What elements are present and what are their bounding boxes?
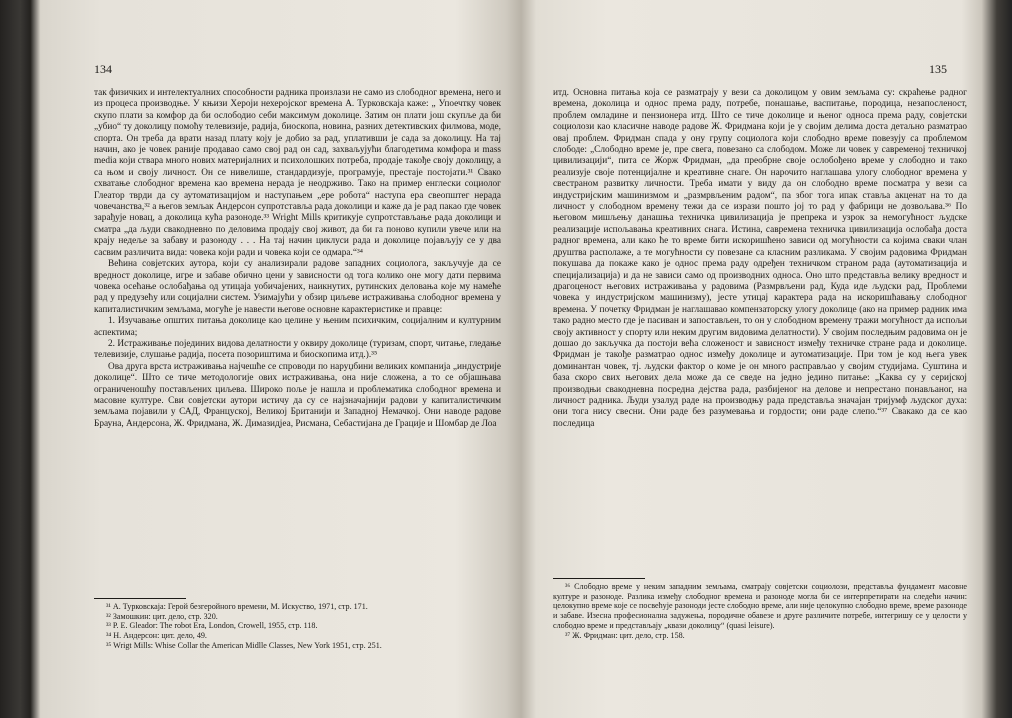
- footnote: ³³ P. E. Gleador: The robot Era, London, Crowell, 1955, стр. 118.: [106, 621, 318, 631]
- footnotes: [94, 598, 501, 651]
- footnote: ³⁶ Слободно време у неким западним земљама, сматрају совјетски социолози, представља фундамент масовне културе и разоноде. Разлика између слободног времена и разоноде могла би се интерпретирати на следећи начин: целокупно време које се посвећује разоноди јесте слободно време, али није целокупно слободно време, време разоноде и забаве. Изесна професионална задужења, породичне обавезе и друге различите потребе, интегришу се у целости у слободно време и представљају „квази доколицу“ (quasi leisure).: [553, 582, 967, 630]
- body-text: [94, 88, 501, 430]
- right-page: [527, 0, 967, 718]
- page-number: 135: [929, 62, 947, 76]
- page-number: 134: [94, 62, 112, 76]
- footnote: ³⁵ Wrigt Mills: Whise Collar the American Midlle Classes, New York 1951, стр. 251.: [106, 640, 382, 650]
- body-text: [553, 88, 967, 430]
- footnote-rule: [553, 578, 645, 579]
- footnote: ³⁷ Ж. Фридман: цит. дело, стр. 158.: [565, 630, 685, 640]
- footnote: ³² Замошкин: цит. дело, стр. 320.: [106, 611, 218, 621]
- list-item: 1. Изучавање општих питања доколице као целине у њеним психичким, социјалним и културним аспектима;: [94, 316, 501, 338]
- footnote: ³⁴ Н. Андерсон: цит. дело, 49.: [106, 631, 207, 641]
- footnote-rule: [94, 598, 186, 599]
- footnotes: [553, 578, 967, 640]
- left-page: [36, 0, 518, 718]
- paragraph: так физичких и интелектуалних способности радника произлази не само из слободног времена, него и из процеса производње. У књизи Хероји нехеројског времена А. Турковскаја каже: „ Упоечтку човек скупо плати за комфор да би ослободио себи максимум доколице. Затим он плати још скупље да би „убио“ ту доколицу помоћу телевизије, радија, биоскопа, новина, разних детективских филмова, моде, спорта. Он треба да врати назад плату коју је добио за рад, уплативши је сада за доколицу. На тај начин, ако је човек раније продавао само свој рад он сад, захваљујући благодетима комфора и mass media који ствара много нових материјалних и психолошких потреба, продаје такође своју доколицу, а са њом и своју личност. Он се нивелише, стандардизује, програмује, престаје постојати.³¹ Свако схватање слободног времена као времена нерада је неодрживо. Тако на пример енглески социолог Глеатор тврди да су аутоматизацијом и наступањем „ере робота“ наступа ера свеопштег нерада човечанства,³² а његов земљак Андерсон супротстављa рада доколици и каже да је рад пакао где човек зарађује новац, а доколица кућа разоноде.³³ Wright Mills критикује супротстављање рада доколици и сматра „да људи свакодневно по деловима продају свој живот, да би га поново купили увече или на крају недеље за забаву и разоноду . . . На тај начин циклуси рада и доколице појављују се у два сасвим различита вида: човека који ради и човека који се одмара.“³⁴: [94, 88, 501, 258]
- footnote: ³¹ А. Турковскаја: Герой безгеройного времени, М. Искуство, 1971, стр. 171.: [106, 602, 368, 611]
- list-item: 2. Истраживање појединих видова делатности у оквиру доколице (туризам, спорт, читање, гледање телевизије, слушање радија, посета позориштима и биоскопима итд.).³⁵: [94, 338, 501, 361]
- paragraph: итд. Основна питања која се разматрају у вези са доколицом у овим земљама су: скраћење радног времена, доколица и однос према раду, потребе, понашање, васпитање, породица, незапосленост, проблем омладине и пензионера итд. Што се тиче доколице и њеног односа према раду, совјетски социолози као класичне наводе радове Ж. Фридмана који је у својим делима доста детаљно разматрао овај проблем. Фридман спада у ону групу социолога који слободно време повезују са проблемом слободе: „Слободно време је, пре свега, повезано са слободом. Може ли човек у савременој техничкој цивилизацији“, пита се Жорж Фридман, „да преобрне своје ослобођено време у слободно и тако реализује своје потенцијалне и креативне снаге. Он нарочито наглашава улогу слободног времена у свестраном развитку личности. Треба имати у виду да он слободно време посматра у вези са индустријским машинизмом и „размрвљеним радом“, па због тога ипак ставља акценат на то да личност у слободном времену тежи да се изрази пошто јој то рад у фабрици не дозвољава.³⁶ По његовом мишљењу данашња техничка цивилизација је препрека и узрок за немогућност људске реализације испољавања креативних снага. Истина, савремена техничка цивилизација ослобађа доста радног времена, али како ће то време бити искоришћено зависи од могућности са којима сваки члан друштва располаже, а те могућности су повезане са класним разликама. У својим радовима Фридман покушава да покаже како је однос према раду одређен техничком страном рада (аутоматизација и специјализација) и да не зависи само од производних односа. Оно што представља велику вредност и драгоценост његових истраживања у радовима (Размрвљени рад, Куда иде људски рад, Проблеми човека у индустријском машинизму), јесте утицај карактера рада на искоришћавању слободног времена. У почетку Фридман је наглашавао компензаторску улогу доколице (ако на пример радник има тако радно место где је пасиван и запостављен, то он у слободном времену тражи могућност да испољи своју активност у спорту или неким другим видовима делатности). У својим последњим радовима он је дошао до закључка да постоји већа сложеност и зависност између техничке стране рада и доколице. Фридман је такође разматрао однос између доколице и аутоматизације. При том је код њега увек доминантан човек, тј. људски фактор о коме је он много расправљао у својим студијама. Суштина и база скоро свих његових дела може да се сведе на једно једино питање: „Каква су у серијској производњи свакодневна посредна дејства рада, разбијеног на делове и непрестано понављаног, на личност радника. Људи узалуд раде на производњу рада представља значајан тријумф људског духа: они тога нису свесни. Они раде без разумевања и гордости; они раде слепо.“³⁷ Свакако да се као последица: [553, 88, 967, 429]
- paragraph: Ова друга врста истраживања најчешће се спроводи по наруџбини великих компанија „индустрије доколице“. Што се тиче методологије ових истраживања, она није сложена, а то се објашњава ограниченошћу постављених циљева. Широко поље је нашла и проблематика слободног времена и масовне културе. Сви совјетски аутори истичу да су се најзначајнији радови у капиталистичким земљама појавили у САД, Француској, Великој Британији и Западној Немачкој. Они наводе радове Брауна, Андерсона, Ж. Фридмана, Ж. Димазидјеа, Рисмана, Себастијана де Грације и Шомбар де Лоа: [94, 361, 501, 429]
- paragraph: Већина совјетских аутора, који су анализирали радове западних социолога, закључује да се вредност доколице, игре и забаве обично цени у зависности од тога колико оне могу дати первима човека осећање ослобађања од утицаја уобичајених, наикнутих, рутинских деловања које му намеће рад у предузећу или социјални систем. Узимајући у обзир циљеве истраживања слободног времена у капиталистичким земљама, могуће је навести његове основне карактеристике и правце:: [94, 259, 501, 315]
